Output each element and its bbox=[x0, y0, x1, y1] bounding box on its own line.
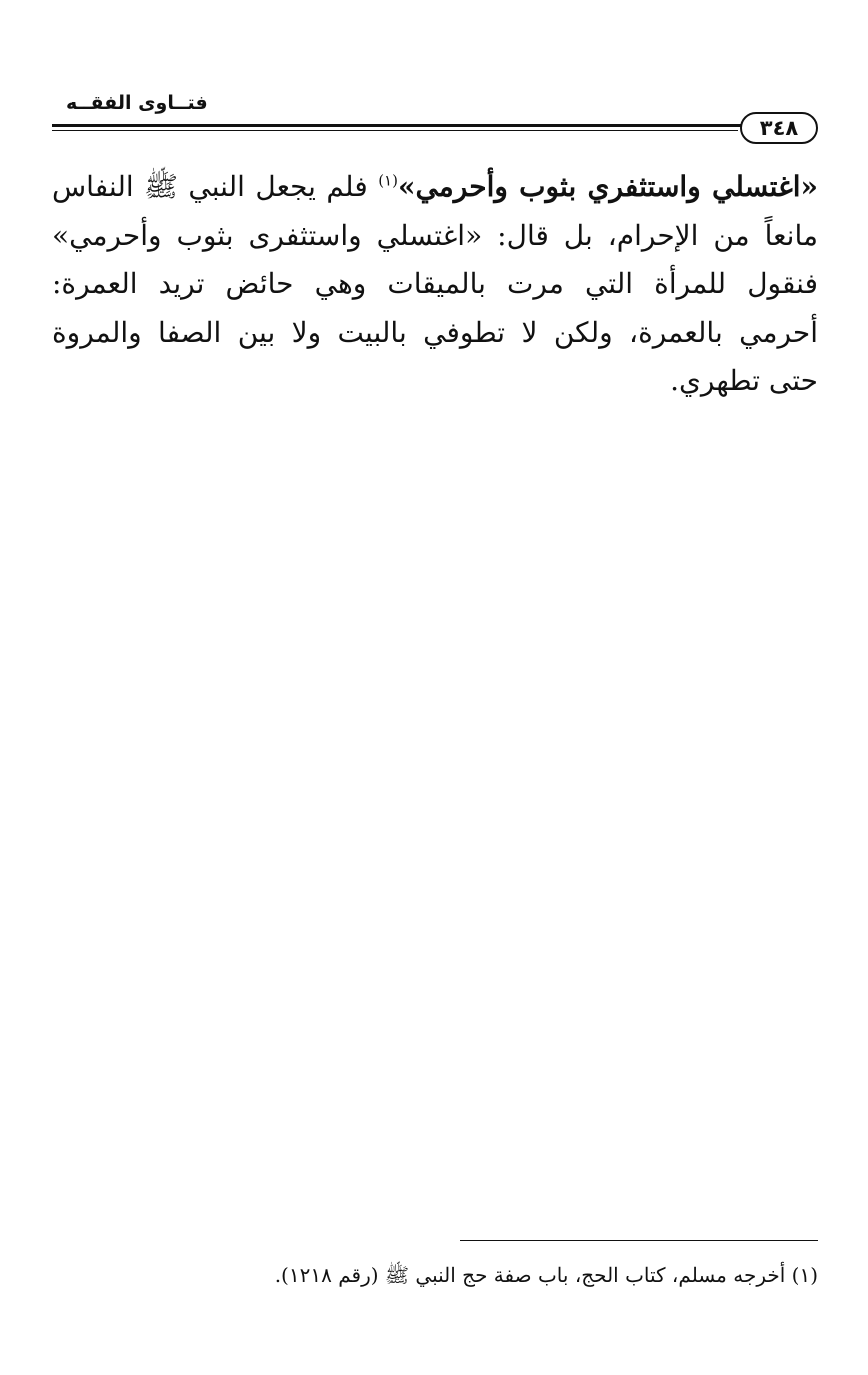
body-line-1 bbox=[52, 163, 818, 212]
body-text bbox=[52, 163, 818, 406]
page-number: ٣٤٨ bbox=[740, 112, 818, 144]
body-line-3: فنقول للمرأة التي مرت بالميقات وهي حائض تريد العمرة: bbox=[52, 267, 818, 300]
body-line-4: أحرمي بالعمرة، ولكن لا تطوفي بالبيت ولا بين الصفا والمروة bbox=[52, 315, 818, 349]
running-title: فتــاوى الفقــه bbox=[66, 92, 208, 114]
body-line-5: حتى تطهري. bbox=[670, 364, 818, 397]
body-line-2: مانعاً من الإحرام، بل قال: «اغتسلي واستثفرى بثوب وأحرمي» bbox=[52, 218, 818, 252]
hadith-quote: «اغتسلي واستثفري بثوب وأحرمي» bbox=[397, 170, 818, 203]
header-rule-thin bbox=[52, 130, 738, 131]
header-rule bbox=[52, 124, 742, 127]
footnote: (١) أخرجه مسلم، كتاب الحج، باب صفة حج النبي ﷺ (رقم ١٢١٨). bbox=[274, 1263, 818, 1287]
footnote-separator bbox=[460, 1240, 818, 1241]
body-line-1-rest: فلم يجعل النبي ﷺ النفاس bbox=[52, 170, 368, 203]
footnote-marker: (١) bbox=[378, 171, 398, 190]
page-header bbox=[52, 92, 818, 150]
